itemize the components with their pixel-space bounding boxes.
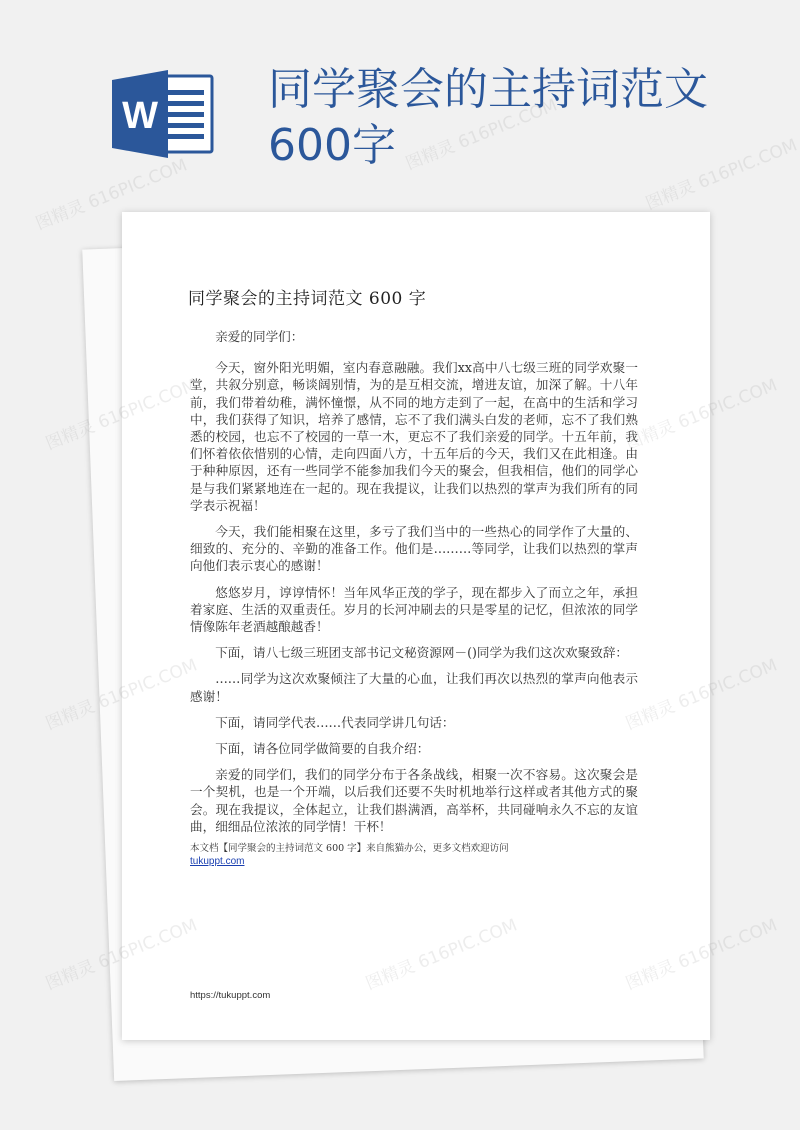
watermark: 616PIC.COM <box>675 375 781 434</box>
paragraph: 今天，窗外阳光明媚，室内春意融融。我们xx高中八七级三班的同学欢聚一堂，共叙分别意，畅谈阔别情，为的是互相交流，增进友谊，加深了解。十八年前，我们带着幼稚，满怀憧憬，从不同的地方走到了一起，在高中的生活和学习中，我们获得了知识，培养了感情，忘不了我们满头白发的老师，忘不了我们熟悉的校园，也忘不了校园的一草一木，更忘不了我们亲爱的同学。十五年前，我们怀着依依惜别的心情，走向四面八方，十五年后的今天，我们又在此相逢。由于种种原因，还有一些同学不能参加我们今天的聚会，但我相信，他们的同学心是与我们紧紧地连在一起的。现在我提议，让我们以热烈的掌声为我们所有的同学表示祝福！ <box>190 360 638 513</box>
paragraph: ……同学为这次欢聚倾注了大量的心血，让我们再次以热烈的掌声向他表示感谢！ <box>190 671 638 704</box>
footnote-link[interactable]: tukuppt.com <box>190 856 245 867</box>
document-title: 同学聚会的主持词范文 600 字 <box>188 289 427 309</box>
document-body <box>190 328 638 844</box>
watermark: 图精灵 <box>43 416 98 455</box>
page-header-title <box>268 62 768 174</box>
paragraph: 亲爱的同学们，我们的同学分布于各条战线，相聚一次不容易。这次聚会是一个契机，也是一个开端，以后我们还要不失时机地举行这样或者其他方式的聚会。现在我提议，全体起立，让我们斟满酒，高举杯，共同碰响永久不忘的友谊曲，细细品位浓浓的同学情！干杯！ <box>190 767 638 834</box>
word-logo-icon <box>112 70 214 158</box>
watermark: 图精灵 <box>43 956 98 995</box>
paragraph: 下面，请各位同学做简要的自我介绍： <box>215 741 430 757</box>
watermark: 图精灵 616PIC.COM <box>33 155 191 235</box>
paragraph: 下面，请同学代表……代表同学讲几句话： <box>215 714 455 730</box>
paragraph: 今天，我们能相聚在这里，多亏了我们当中的一些热心的同学作了大量的、细致的、充分的、辛勤的准备工作。他们是………等同学，让我们以热烈的掌声向他们表示衷心的感谢！ <box>190 524 638 574</box>
document-footnote <box>190 842 509 868</box>
watermark: 616PIC.COM <box>675 915 781 974</box>
footnote-text: 本文档【同学聚会的主持词范文 600 字】来自熊猫办公，更多文档欢迎访问 <box>190 843 509 854</box>
header-title-line-2: 600字 <box>268 120 396 171</box>
header-title-line-1: 同学聚会的主持词范文 <box>268 64 708 115</box>
paragraph: 下面，请八七级三班团支部书记文秘资源网－()同学为我们这次欢聚致辞： <box>215 645 629 661</box>
word-logo-letter: W <box>122 95 158 137</box>
document-page <box>122 212 710 1040</box>
watermark: 616PIC.COM <box>675 655 781 714</box>
paragraph-salutation: 亲爱的同学们： <box>215 329 304 344</box>
footer-url[interactable]: https://tukuppt.com <box>190 990 271 1001</box>
watermark: 图精灵 <box>43 696 98 735</box>
watermark: 图精灵 616PIC.COM <box>403 95 561 175</box>
paragraph: 悠悠岁月，谆谆情怀！当年风华正茂的学子，现在都步入了而立之年，承担着家庭、生活的双重责任。岁月的长河冲刷去的只是零星的记忆，但浓浓的同学情像陈年老酒越酿越香！ <box>190 584 638 635</box>
watermark: 图精灵 616PIC.COM <box>643 135 800 215</box>
